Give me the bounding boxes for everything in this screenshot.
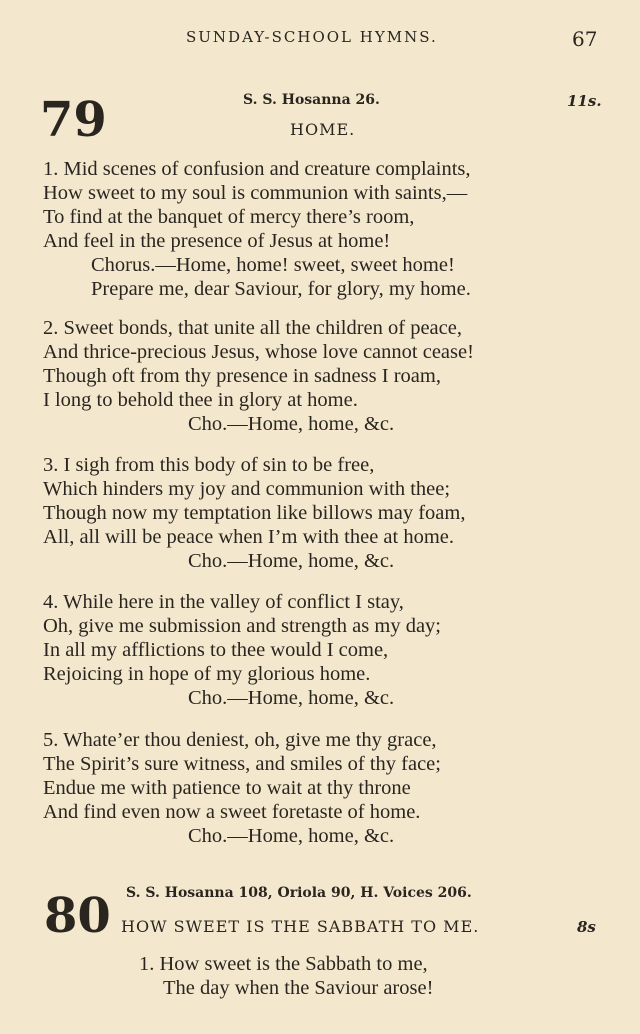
stanza-5 [43, 728, 441, 848]
stanza-2 [43, 316, 474, 436]
running-head: SUNDAY-SCHOOL HYMNS. [186, 28, 438, 46]
verse-line: 1. Mid scenes of confusion and creature complaints, [43, 158, 471, 180]
verse-line: And feel in the presence of Jesus at home! [43, 230, 391, 252]
verse-line: 4. While here in the valley of conflict I stay, [43, 591, 404, 613]
verse-line: In all my afflictions to thee would I come, [43, 639, 389, 661]
verse-line: Endue me with patience to wait at thy throne [43, 777, 411, 799]
verse-line: And thrice-precious Jesus, whose love cannot cease! [43, 341, 474, 363]
verse-line: All, all will be peace when I’m with thee at home. [43, 526, 455, 548]
stanza-4 [43, 590, 441, 710]
hymn-80-meter: 8s [577, 918, 596, 936]
hymn-79-number: 79 [40, 92, 107, 148]
verse-line: Rejoicing in hope of my glorious home. [43, 663, 371, 685]
refrain-line: Cho.—Home, home, &c. [188, 550, 395, 572]
chorus-line: Chorus.—Home, home! sweet, sweet home! [91, 254, 455, 276]
verse-line: 1. How sweet is the Sabbath to me, [139, 953, 428, 975]
refrain-line: Cho.—Home, home, &c. [188, 825, 395, 847]
hymn-80-number: 80 [44, 888, 111, 944]
stanza-3 [43, 453, 465, 573]
verse-line: The day when the Saviour arose! [163, 977, 434, 999]
hymn-80-stanza-1 [139, 952, 433, 1000]
verse-line: 5. Whate’er thou deniest, oh, give me thy grace, [43, 729, 437, 751]
verse-line: Though oft from thy presence in sadness I roam, [43, 365, 441, 387]
verse-line: And find even now a sweet foretaste of home. [43, 801, 421, 823]
hymn-80-title: HOW SWEET IS THE SABBATH TO ME. [121, 917, 480, 936]
hymn-79-meter: 11s. [567, 92, 602, 110]
hymn-79-title: HOME. [290, 120, 356, 139]
verse-line: How sweet to my soul is communion with saints,— [43, 182, 468, 204]
refrain-line: Cho.—Home, home, &c. [188, 413, 395, 435]
verse-line: I long to behold thee in glory at home. [43, 389, 358, 411]
verse-line: Oh, give me submission and strength as my day; [43, 615, 441, 637]
hymn-79-tune: S. S. Hosanna 26. [243, 92, 380, 108]
verse-line: Which hinders my joy and communion with thee; [43, 478, 451, 500]
verse-line: 2. Sweet bonds, that unite all the children of peace, [43, 317, 462, 339]
verse-line: The Spirit’s sure witness, and smiles of thy face; [43, 753, 441, 775]
verse-line: 3. I sigh from this body of sin to be free, [43, 454, 375, 476]
stanza-1 [43, 157, 471, 301]
refrain-line: Cho.—Home, home, &c. [188, 687, 395, 709]
verse-line: To find at the banquet of mercy there’s room, [43, 206, 415, 228]
verse-line: Though now my temptation like billows may foam, [43, 502, 466, 524]
page-number: 67 [572, 27, 598, 51]
chorus-line: Prepare me, dear Saviour, for glory, my home. [91, 278, 471, 300]
hymn-80-tune: S. S. Hosanna 108, Oriola 90, H. Voices 206. [126, 885, 472, 901]
